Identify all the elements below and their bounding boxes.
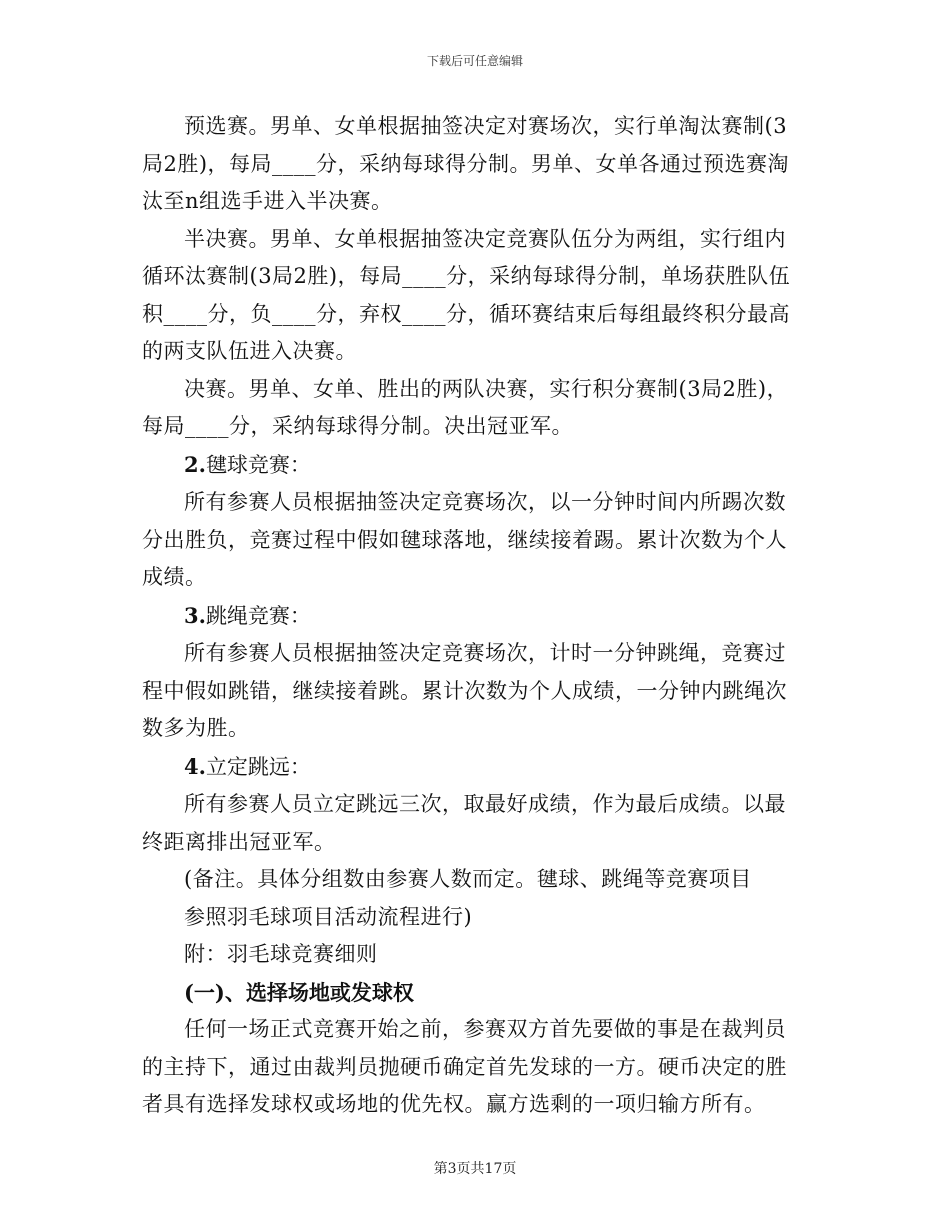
section-body-longjump: 所有参赛人员立定跳远三次，取最好成绩，作为最后成绩。以最终距离排出冠亚军。	[142, 792, 786, 854]
note-line-1: (备注。具体分组数由参赛人数而定。毽球、跳绳等竞赛项目	[184, 867, 752, 891]
section-body-jumprope: 所有参赛人员根据抽签决定竞赛场次，计时一分钟跳绳，竞赛过程中假如跳错，继续接着跳。累计次数为个人成绩，一分钟内跳绳次数多为胜。	[142, 641, 787, 740]
section-heading-jumprope	[142, 597, 806, 636]
paragraph-semifinal: 半决赛。男单、女单根据抽签决定竞赛队伍分为两组，实行组内循环汰赛制(3局2胜)，每局____分，采纳每球得分制，单场获胜队伍积____分，负____分，弃权____分，循环赛结束后每组最终积分最高的两支队伍进入决赛。	[142, 226, 791, 363]
rule-heading: (一)、选择场地或发球权	[184, 979, 414, 1005]
document-body	[142, 108, 806, 1124]
note-line-2: 参照羽毛球项目活动流程进行)	[184, 904, 473, 929]
paragraph-preliminary: 预选赛。男单、女单根据抽签决定对赛场次，实行单淘汰赛制(3局2胜)，每局____分，采纳每球得分制。男单、女单各通过预选赛淘汰至n组选手进入半决赛。	[142, 114, 790, 213]
page-header: 下载后可任意编辑	[426, 54, 523, 68]
paragraph-final: 决赛。男单、女单、胜出的两队决赛，实行积分赛制(3局2胜)，每局____分，采纳每球得分制。决出冠亚军。	[142, 376, 789, 438]
section-number: 3.	[184, 602, 206, 628]
section-number: 4.	[184, 753, 206, 779]
page-footer: 第3页共17页	[433, 1161, 517, 1177]
appendix-line: 附：羽毛球竞赛细则	[184, 942, 378, 966]
section-title: 立定跳远：	[205, 754, 311, 779]
rule-body: 任何一场正式竞赛开始之前，参赛双方首先要做的事是在裁判员的主持下，通过由裁判员抛硬币确定首先发球的一方。硬币决定的胜者具有选择发球权或场地的优先权。赢方选剩的一项归输方所有。	[142, 1017, 787, 1116]
section-heading-longjump	[142, 748, 806, 787]
section-number: 2.	[184, 451, 206, 477]
section-title: 跳绳竞赛：	[205, 603, 311, 628]
section-title: 毽球竞赛：	[205, 452, 311, 477]
section-body-shuttlecock: 所有参赛人员根据抽签决定竞赛场次，以一分钟时间内所踢次数分出胜负，竞赛过程中假如毽球落地，继续接着踢。累计次数为个人成绩。	[142, 490, 787, 589]
section-heading-shuttlecock	[142, 446, 806, 485]
